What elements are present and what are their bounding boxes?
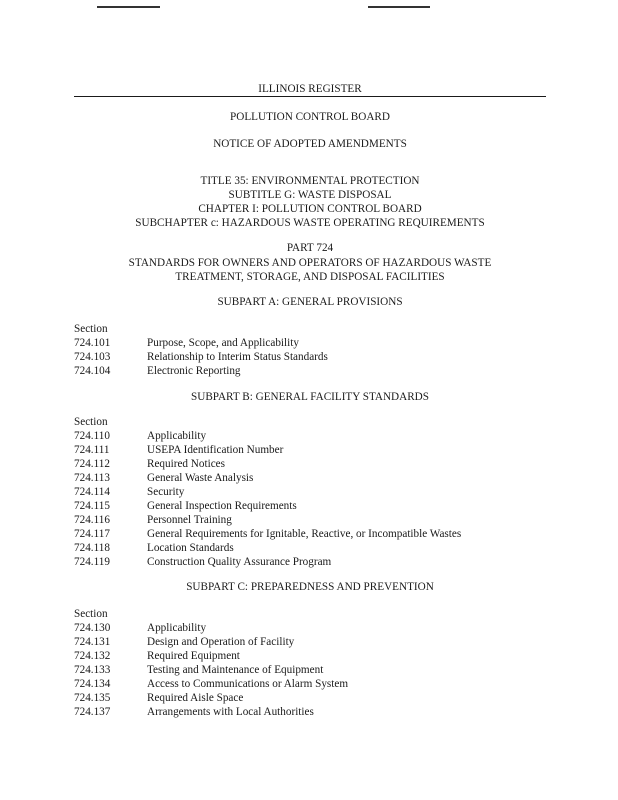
subpart-b-section-label: Section <box>74 416 108 428</box>
section-title: Required Equipment <box>147 650 240 662</box>
section-row <box>74 513 554 527</box>
section-number: 724.101 <box>74 337 111 349</box>
section-row <box>74 555 554 569</box>
notice-title: NOTICE OF ADOPTED AMENDMENTS <box>213 138 407 150</box>
section-number: 724.110 <box>74 430 110 442</box>
section-number: 724.117 <box>74 528 110 540</box>
section-row <box>74 527 554 541</box>
section-row <box>74 541 554 555</box>
section-title: Required Aisle Space <box>147 692 244 704</box>
section-number: 724.119 <box>74 556 110 568</box>
section-row <box>74 499 554 513</box>
section-title: Purpose, Scope, and Applicability <box>147 337 299 349</box>
board-name: POLLUTION CONTROL BOARD <box>230 111 390 123</box>
scan-mark-right <box>368 6 430 8</box>
section-row <box>74 621 554 635</box>
section-title: Design and Operation of Facility <box>147 636 295 648</box>
section-number: 724.114 <box>74 486 110 498</box>
section-number: 724.131 <box>74 636 111 648</box>
section-number: 724.134 <box>74 678 111 690</box>
title-line: TITLE 35: ENVIRONMENTAL PROTECTION <box>200 175 420 187</box>
section-number: 724.104 <box>74 365 111 377</box>
section-number: 724.103 <box>74 351 111 363</box>
section-number: 724.113 <box>74 472 110 484</box>
section-row <box>74 485 554 499</box>
section-row <box>74 677 554 691</box>
section-row <box>74 649 554 663</box>
subpart-b-section-list <box>74 429 554 569</box>
section-title: Security <box>147 486 185 498</box>
section-title: Location Standards <box>147 542 234 554</box>
section-number: 724.116 <box>74 514 110 526</box>
section-title: General Requirements for Ignitable, Reactive, or Incompatible Wastes <box>147 528 462 540</box>
section-number: 724.115 <box>74 500 110 512</box>
scan-mark-left <box>97 6 160 8</box>
section-title: Applicability <box>147 430 207 442</box>
subpart-a-heading: SUBPART A: GENERAL PROVISIONS <box>217 296 403 308</box>
section-title: Access to Communications or Alarm System <box>147 678 349 690</box>
section-number: 724.112 <box>74 458 110 470</box>
section-title: USEPA Identification Number <box>147 444 284 456</box>
part-heading-line1: STANDARDS FOR OWNERS AND OPERATORS OF HAZARDOUS WASTE <box>128 257 492 269</box>
section-row <box>74 705 554 719</box>
section-title: Relationship to Interim Status Standards <box>147 351 328 363</box>
section-row <box>74 429 554 443</box>
section-row <box>74 635 554 649</box>
section-number: 724.111 <box>74 444 110 456</box>
section-number: 724.137 <box>74 706 111 718</box>
part-number: PART 724 <box>286 242 334 254</box>
subpart-c-section-list <box>74 621 554 719</box>
section-row <box>74 350 554 364</box>
subtitle-line: SUBTITLE G: WASTE DISPOSAL <box>228 189 392 201</box>
section-number: 724.133 <box>74 664 111 676</box>
section-row <box>74 457 554 471</box>
register-header: ILLINOIS REGISTER <box>258 83 362 95</box>
section-title: General Waste Analysis <box>147 472 254 484</box>
subchapter-line: SUBCHAPTER c: HAZARDOUS WASTE OPERATING REQUIREMENTS <box>135 217 485 229</box>
header-rule <box>74 96 546 97</box>
section-row <box>74 443 554 457</box>
chapter-line: CHAPTER I: POLLUTION CONTROL BOARD <box>198 203 422 215</box>
subpart-c-heading: SUBPART C: PREPAREDNESS AND PREVENTION <box>186 581 434 593</box>
section-number: 724.118 <box>74 542 110 554</box>
section-title: Testing and Maintenance of Equipment <box>147 664 324 676</box>
section-row <box>74 471 554 485</box>
section-title: General Inspection Requirements <box>147 500 297 512</box>
section-number: 724.132 <box>74 650 111 662</box>
section-row <box>74 336 554 350</box>
subpart-a-section-list <box>74 336 554 378</box>
section-title: Electronic Reporting <box>147 365 241 377</box>
part-heading-line2: TREATMENT, STORAGE, AND DISPOSAL FACILITIES <box>175 271 445 283</box>
section-row <box>74 364 554 378</box>
subpart-b-heading: SUBPART B: GENERAL FACILITY STANDARDS <box>191 391 429 403</box>
section-row <box>74 663 554 677</box>
section-title: Personnel Training <box>147 514 232 526</box>
section-number: 724.135 <box>74 692 111 704</box>
section-title: Construction Quality Assurance Program <box>147 556 332 568</box>
subpart-a-section-label: Section <box>74 323 108 335</box>
section-title: Arrangements with Local Authorities <box>147 706 314 718</box>
section-title: Applicability <box>147 622 207 634</box>
section-row <box>74 691 554 705</box>
subpart-c-section-label: Section <box>74 608 108 620</box>
section-title: Required Notices <box>147 458 225 470</box>
section-number: 724.130 <box>74 622 111 634</box>
